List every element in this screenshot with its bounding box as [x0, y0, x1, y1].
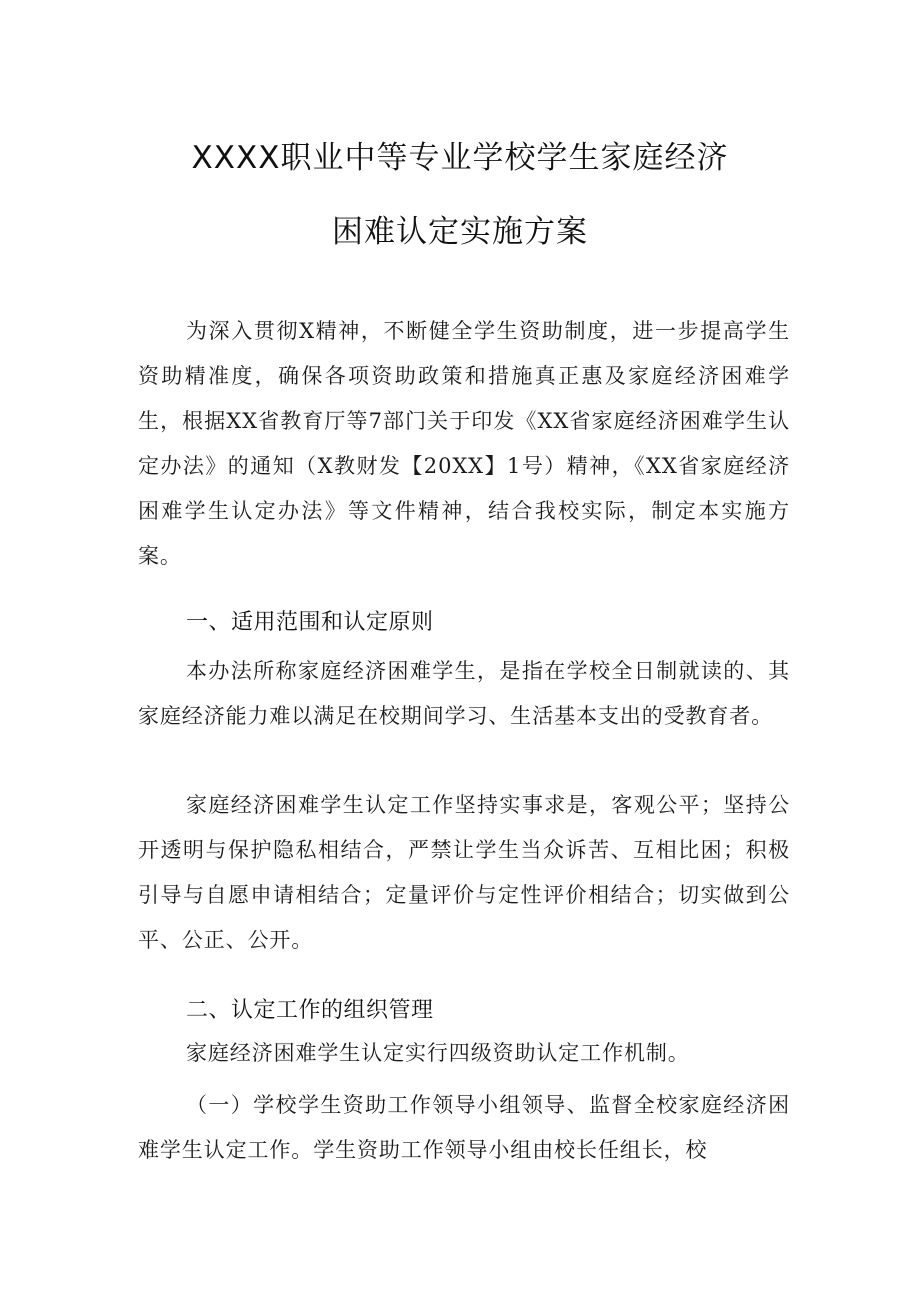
section-1-paragraph-2: 家庭经济困难学生认定工作坚持实事求是，客观公平；坚持公开透明与保护隐私相结合，严禁让学生当众诉苦、互相比困；积极引导与自愿申请相结合；定量评价与定性评价相结合；切实做到公平、公正、公开。 — [138, 793, 790, 952]
intro-paragraph: 为深入贯彻X精神，不断健全学生资助制度，进一步提高学生资助精准度，确保各项资助政策和措施真正惠及家庭经济困难学生，根据XX省教育厅等7部门关于印发《XX省家庭经济困难学生认定办法》的通知（X教财发【20XX】1号）精神，《XX省家庭经济困难学生认定办法》等文件精神，结合我校实际，制定本实施方案。 — [138, 319, 790, 568]
section-1-paragraph-1: 本办法所称家庭经济困难学生，是指在学校全日制就读的、其家庭经济能力难以满足在校期间学习、生活基本支出的受教育者。 — [138, 659, 790, 728]
section-2-heading: 二、认定工作的组织管理 — [186, 998, 434, 1023]
section-1-heading: 一、适用范围和认定原则 — [186, 610, 434, 635]
document-title-line-1: XXXX职业中等专业学校学生家庭经济 — [191, 140, 729, 176]
document-title-line-2: 困难认定实施方案 — [332, 214, 588, 250]
section-2-paragraph-2: （一）学校学生资助工作领导小组领导、监督全校家庭经济困难学生认定工作。学生资助工作领导小组由校长任组长，校 — [138, 1093, 790, 1162]
section-2-paragraph-1: 家庭经济困难学生认定实行四级资助认定工作机制。 — [186, 1041, 690, 1065]
